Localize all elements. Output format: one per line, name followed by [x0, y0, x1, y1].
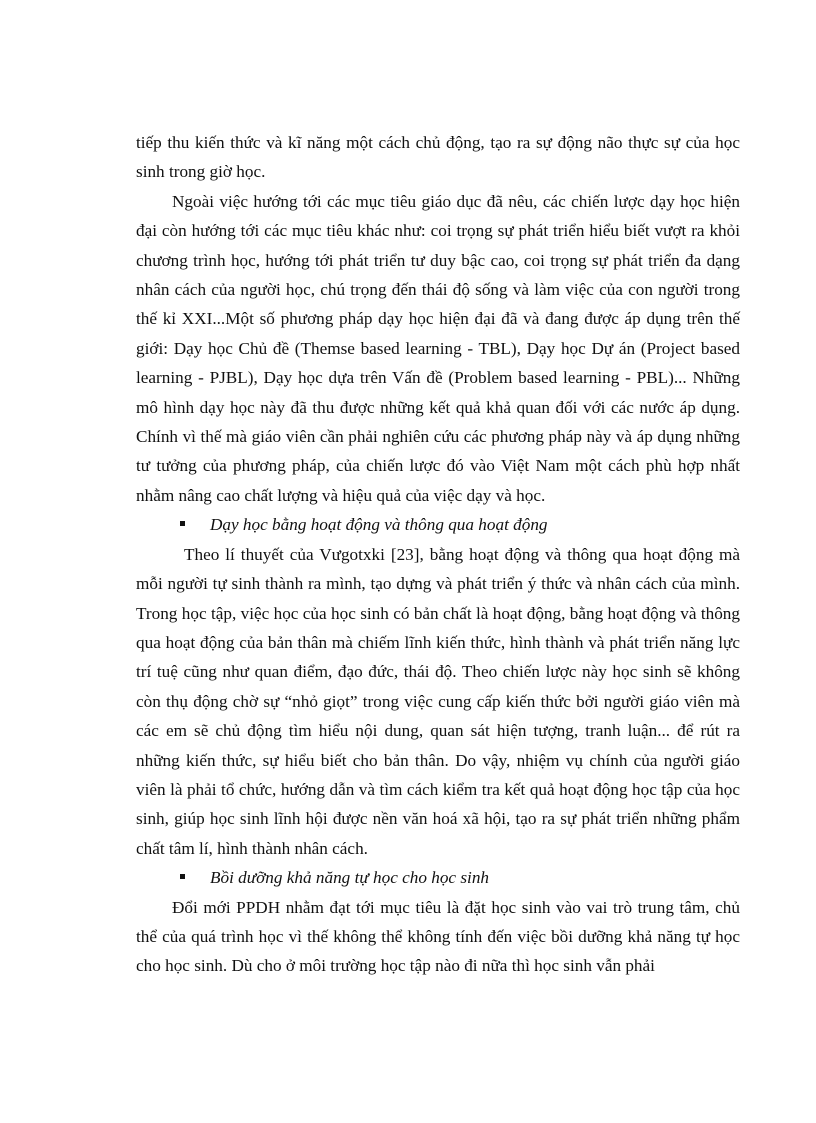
- paragraph-modern-strategies: Ngoài việc hướng tới các mục tiêu giáo dục đã nêu, các chiến lược dạy học hiện đại còn hướng tới các mục tiêu khác như: coi trọng sự phát triển hiểu biết vượt ra khỏi chương trình học, hướng tới phát triển tư duy bậc cao, coi trọng sự phát triển đa dạng nhân cách của người học, chú trọng đến thái độ sống và làm việc của con người trong thế kỉ XXI...Một số phương pháp dạy học hiện đại đã và đang được áp dụng trên thế giới: Dạy học Chủ đề (Themse based learning - TBL), Dạy học Dự án (Project based learning - PJBL), Dạy học dựa trên Vấn đề (Problem based learning - PBL)... Những mô hình dạy học này đã thu được những kết quả khả quan đối với các nước áp dụng. Chính vì thế mà giáo viên cần phải nghiên cứu các phương pháp này và áp dụng những tư tưởng của phương pháp, của chiến lược đó vào Việt Nam một cách phù hợp nhất nhằm nâng cao chất lượng và hiệu quả của việc dạy và học.: [136, 191, 740, 505]
- square-bullet-icon: [180, 874, 185, 879]
- square-bullet-icon: [180, 521, 185, 526]
- section-heading-self-study: [136, 863, 740, 892]
- paragraph-continuation: tiếp thu kiến thức và kĩ năng một cách chủ động, tạo ra sự động não thực sự của học sinh trong giờ học.: [136, 133, 740, 182]
- paragraph-ppdh-innovation: Đổi mới PPDH nhằm đạt tới mục tiêu là đặt học sinh vào vai trò trung tâm, chủ thể của quá trình học vì thế không thể không tính đến việc bồi dưỡng khả năng tự học cho học sinh. Dù cho ở môi trường học tập nào đi nữa thì học sinh vẫn phải: [136, 897, 740, 976]
- section-heading-activity-learning: [136, 510, 740, 539]
- section-heading-text: Dạy học bằng hoạt động và thông qua hoạt động: [210, 515, 548, 535]
- document-page: [136, 128, 740, 981]
- paragraph-vygotsky-theory: Theo lí thuyết của Vưgotxki [23], bằng hoạt động và thông qua hoạt động mà mỗi người tự sinh thành ra mình, tạo dựng và phát triển ý thức và nhân cách của mình. Trong học tập, việc học của học sinh có bản chất là hoạt động, bằng hoạt động và thông qua hoạt động của bản thân mà chiếm lĩnh kiến thức, hình thành và phát triển năng lực trí tuệ cũng như quan điểm, đạo đức, thái độ. Theo chiến lược này học sinh sẽ không còn thụ động chờ sự “nhỏ giọt” trong việc cung cấp kiến thức bởi người giáo viên mà các em sẽ chủ động tìm hiểu nội dung, quan sát hiện tượng, tranh luận... để rút ra những kiến thức, sự hiểu biết cho bản thân. Do vậy, nhiệm vụ chính của người giáo viên là phải tổ chức, hướng dẫn và tìm cách kiểm tra kết quả hoạt động học tập của học sinh, giúp học sinh lĩnh hội được nền văn hoá xã hội, tạo ra sự phát triển những phẩm chất tâm lí, hình thành nhân cách.: [136, 544, 740, 858]
- section-heading-text: Bồi dưỡng khả năng tự học cho học sinh: [210, 868, 490, 888]
